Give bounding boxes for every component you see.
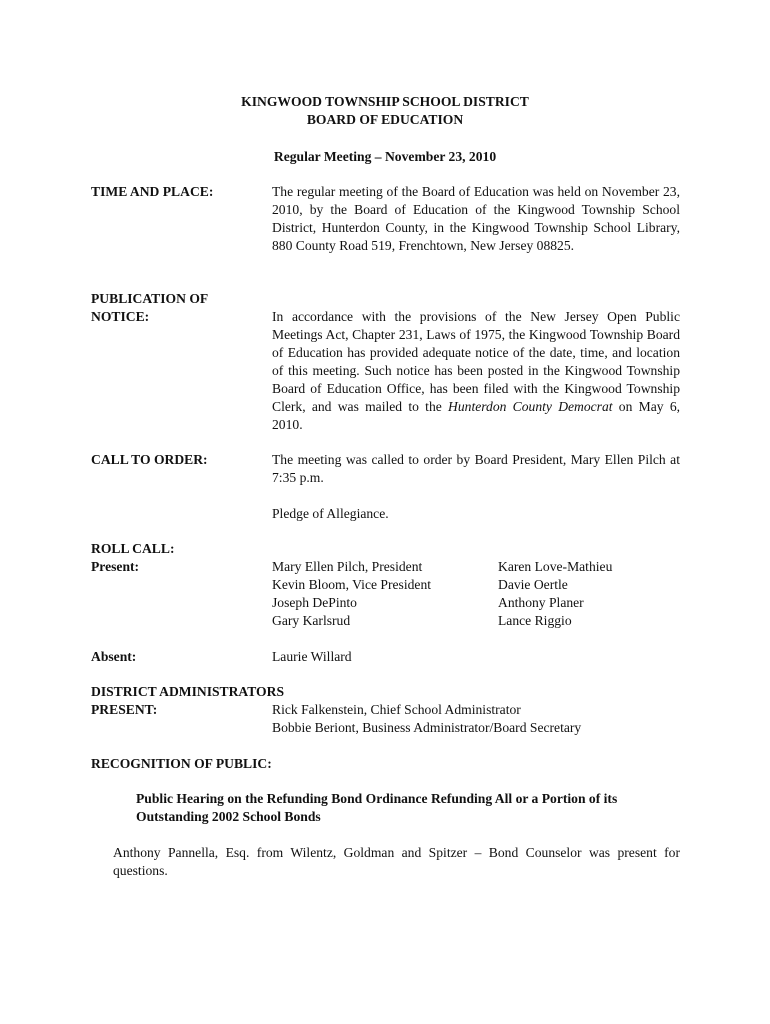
publication-label-line1: PUBLICATION OF [91, 291, 209, 306]
counsel-text: Anthony Pannella, Esq. from Wilentz, Goldman and Spitzer – Bond Counselor was present for questions. [113, 845, 680, 878]
publication-label-line2: NOTICE: [91, 309, 150, 324]
publication-text-after: on May 6, 2010. [272, 399, 681, 432]
administrator-name: Bobbie Beriont, Business Administrator/Board Secretary [272, 720, 582, 735]
time-and-place-label: TIME AND PLACE: [91, 184, 214, 199]
absent-member: Laurie Willard [272, 649, 352, 664]
call-to-order-label: CALL TO ORDER: [91, 452, 208, 467]
administrators-label-line1: DISTRICT ADMINISTRATORS [91, 684, 285, 699]
time-and-place-text: The regular meeting of the Board of Education was held on November 23, 2010, by the Board of Education of the Kingwood Township School District, Hunterdon County, in the Kingwood Township School Library, 880 County Road 519, Frenchtown, New Jersey 08825. [272, 184, 680, 253]
absent-label: Absent: [91, 649, 137, 664]
administrator-name: Rick Falkenstein, Chief School Administrator [272, 702, 521, 717]
present-member: Gary Karlsrud [272, 613, 351, 628]
publication-text-before: In accordance with the provisions of the New Jersey Open Public Meetings Act, Chapter 231, Laws of 1975, the Kingwood Township Board of Education has provided adequate notice of the date, time, and location of this meeting. Such notice has been posted in the Kingwood Township Board of Education Office, has been filed with the Kingwood Township Clerk, and was mailed to the [272, 309, 680, 414]
present-member: Joseph DePinto [272, 595, 357, 610]
present-member: Davie Oertle [498, 577, 568, 592]
meeting-title: Regular Meeting – November 23, 2010 [273, 149, 497, 164]
administrators-label-line2: PRESENT: [91, 702, 158, 717]
present-member: Lance Riggio [498, 613, 572, 628]
pledge-text: Pledge of Allegiance. [272, 506, 389, 521]
recognition-label: RECOGNITION OF PUBLIC: [91, 756, 272, 771]
present-member: Mary Ellen Pilch, President [272, 559, 423, 574]
district-title: KINGWOOD TOWNSHIP SCHOOL DISTRICT [241, 94, 529, 109]
newspaper-name: Hunterdon County Democrat [448, 399, 613, 414]
call-to-order-text: The meeting was called to order by Board President, Mary Ellen Pilch at 7:35 p.m. [272, 452, 680, 485]
present-member: Anthony Planer [498, 595, 584, 610]
present-member: Karen Love-Mathieu [498, 559, 613, 574]
hearing-title: Public Hearing on the Refunding Bond Ordinance Refunding All or a Portion of its Outstanding 2002 School Bonds [136, 791, 618, 824]
present-label: Present: [91, 559, 140, 574]
publication-text [272, 308, 680, 434]
roll-call-label: ROLL CALL: [91, 541, 175, 556]
board-title: BOARD OF EDUCATION [306, 112, 464, 127]
present-member: Kevin Bloom, Vice President [272, 577, 432, 592]
